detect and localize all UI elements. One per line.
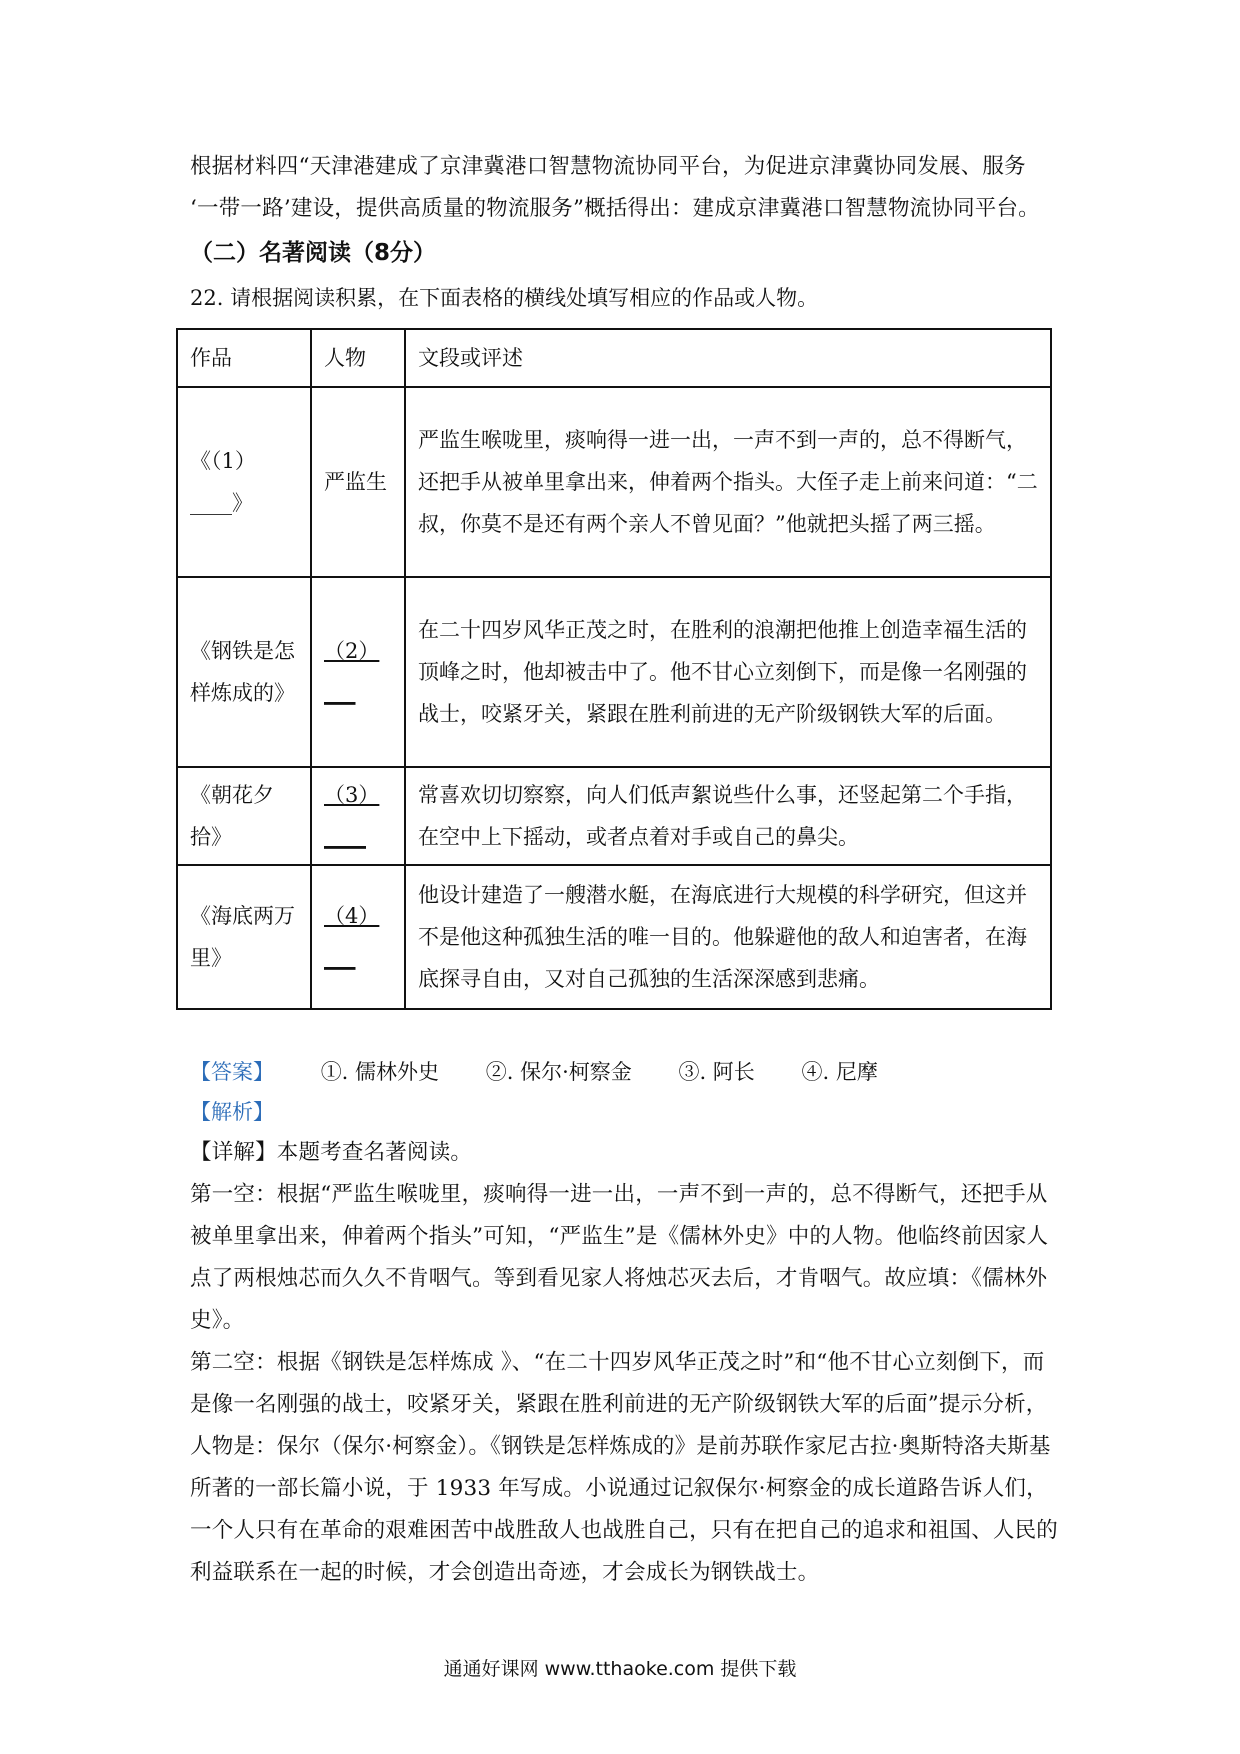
answer-item: ④. 尼摩 (801, 1060, 878, 1084)
question-prompt: 22. 请根据阅读积累，在下面表格的横线处填写相应的作品或人物。 (190, 286, 819, 310)
header-person: 人物 (311, 329, 405, 387)
detail-first-blank: 第一空：根据“严监生喉咙里，痰响得一进一出，一声不到一声的，总不得断气，还把手从被单里拿出来，伸着两个指头”可知，“严监生”是《儒林外史》中的人物。他临终前因家人点了两根烛芯而久久不肯咽气。等到看见家人将烛芯灭去后，才肯咽气。故应填：《儒林外史》。 (190, 1182, 1049, 1333)
table-row (177, 577, 1051, 767)
text-cell: 在二十四岁风华正茂之时，在胜利的浪潮把他推上创造幸福生活的顶峰之时，他却被击中了。他不甘心立刻倒下，而是像一名刚强的战士，咬紧牙关，紧跟在胜利前进的无产阶级钢铁大军的后面。 (405, 577, 1051, 767)
work-cell: 《朝花夕拾》 (177, 767, 311, 865)
header-work: 作品 (177, 329, 311, 387)
answer-line (190, 1052, 878, 1092)
work-cell: 《海底两万里》 (177, 865, 311, 1009)
analysis-tag: 【解析】 (190, 1100, 274, 1124)
works-table (176, 328, 1052, 1010)
text-cell: 常喜欢切切察察，向人们低声絮说些什么事，还竖起第二个手指，在空中上下摇动，或者点着对手或自己的鼻尖。 (405, 767, 1051, 865)
answer-item: ②. 保尔·柯察金 (485, 1060, 632, 1084)
page-footer: 通通好课网 www.tthaoke.com 提供下载 (443, 1658, 797, 1680)
detail-intro: 【详解】本题考查名著阅读。 (190, 1140, 473, 1165)
analysis-line (190, 1092, 274, 1132)
header-text: 文段或评述 (405, 329, 1051, 387)
person-cell: （3）____ (311, 767, 405, 865)
work-cell: 《（1）____》 (177, 387, 311, 577)
answer-tag: 【答案】 (190, 1060, 274, 1084)
text-cell: 他设计建造了一艘潜水艇，在海底进行大规模的科学研究，但这并不是他这种孤独生活的唯一目的。他躲避他的敌人和迫害者，在海底探寻自由，又对自己孤独的生活深深感到悲痛。 (405, 865, 1051, 1009)
work-cell: 《钢铁是怎样炼成的》 (177, 577, 311, 767)
answer-item: ①. 儒林外史 (320, 1060, 440, 1084)
intro-line-1: 根据材料四“天津港建成了京津冀港口智慧物流协同平台，为促进京津冀协同发展、服务 (190, 154, 1026, 179)
text-cell: 严监生喉咙里，痰响得一进一出，一声不到一声的，总不得断气，还把手从被单里拿出来，伸着两个指头。大侄子走上前来问道：“二叔，你莫不是还有两个亲人不曾见面？”他就把头摇了两三摇。 (405, 387, 1051, 577)
detail-second-blank: 第二空：根据《钢铁是怎样炼成 》、“在二十四岁风华正茂之时”和“他不甘心立刻倒下，而是像一名刚强的战士，咬紧牙关，紧跟在胜利前进的无产阶级钢铁大军的后面”提示分析，人物是：保尔（保尔·柯察金）。《钢铁是怎样炼成的》是前苏联作家尼古拉·奥斯特洛夫斯基所著的一部长篇小说，于 1933 年写成。小说通过记叙保尔·柯察金的成长道路告诉人们，一个人只有在革命的艰难困苦中战胜敌人也战胜自己，只有在把自己的追求和祖国、人民的利益联系在一起的时候，才会创造出奇迹，才会成长为钢铁战士。 (190, 1350, 1059, 1585)
table-row (177, 865, 1051, 1009)
answer-item: ③. 阿长 (678, 1060, 755, 1084)
table-row (177, 767, 1051, 865)
person-cell: （4）___ (311, 865, 405, 1009)
table-header-row (177, 329, 1051, 387)
section-heading: （二）名著阅读（8分） (190, 240, 437, 266)
person-cell: 严监生 (311, 387, 405, 577)
intro-line-2: ‘一带一路’建设，提供高质量的物流服务”概括得出：建成京津冀港口智慧物流协同平台。 (190, 196, 1040, 221)
person-cell: （2）___ (311, 577, 405, 767)
table-row (177, 387, 1051, 577)
